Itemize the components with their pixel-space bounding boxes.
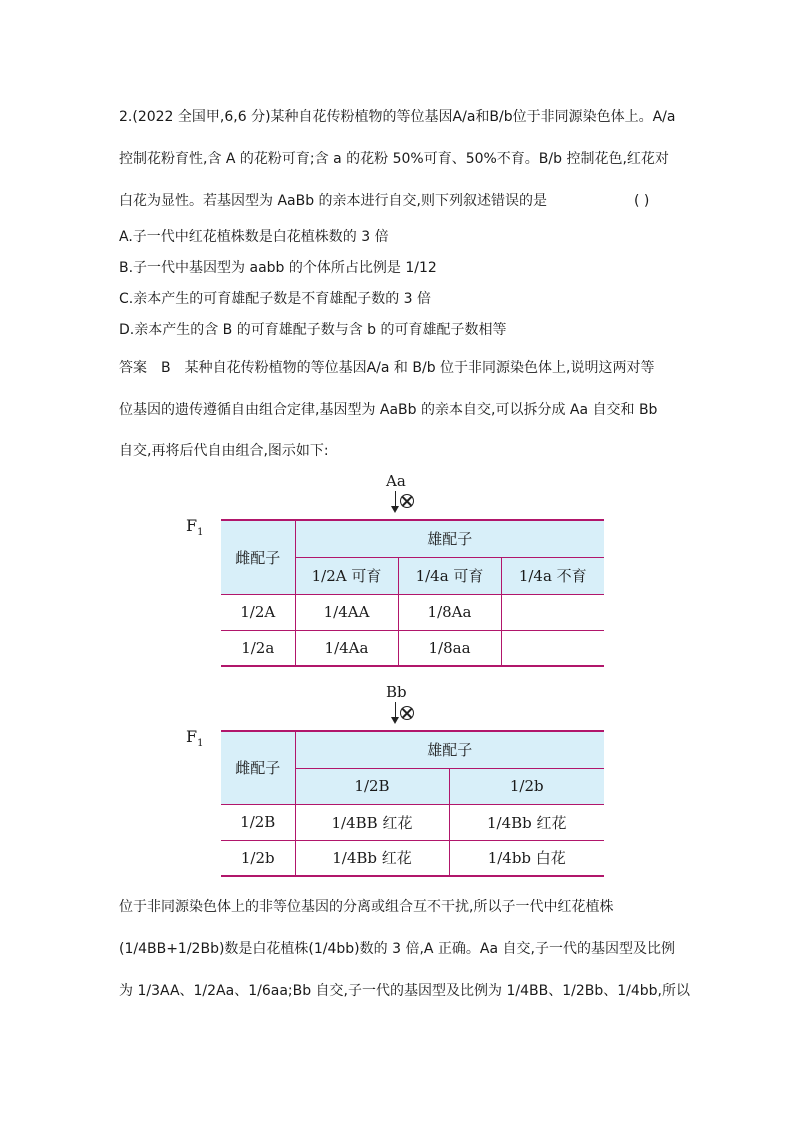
- f1-label: $F_1$: [186, 727, 204, 750]
- explanation-line-3: 为 1/3AA、1/2Aa、1/6aa;Bb 自交,子一代的基因型及比例为 1/4BB、1/2Bb、1/4bb,所以: [119, 983, 690, 999]
- arrowhead-icon: [391, 717, 399, 724]
- table-cell: 1/4AA: [295, 594, 398, 630]
- table-cell: 1/4Aa: [295, 630, 398, 666]
- female-gamete-header: 雌配子: [221, 520, 295, 594]
- gamete-table-aa: [221, 519, 604, 667]
- cross-arrow: [395, 491, 396, 507]
- cross-arrow: [395, 702, 396, 718]
- female-row-header: 1/2b: [221, 840, 295, 876]
- answer-line-1: 答案 B 某种自花传粉植物的等位基因A/a 和 B/b 位于非同源染色体上,说明这两对等: [119, 360, 655, 376]
- arrowhead-icon: [391, 506, 399, 513]
- cross-label-bb: Bb: [386, 683, 407, 701]
- option-b: B.子一代中基因型为 aabb 的个体所占比例是 1/12: [119, 260, 437, 276]
- male-gamete-header: 雄配子: [295, 520, 604, 557]
- male-col-header: 1/2b: [449, 768, 604, 804]
- f1-label: $F_1$: [186, 516, 204, 539]
- female-row-header: 1/2B: [221, 804, 295, 840]
- option-c: C.亲本产生的可育雄配子数是不育雄配子数的 3 倍: [119, 291, 432, 307]
- female-row-header: 1/2A: [221, 594, 295, 630]
- table-cell: 1/4Bb 红花: [449, 804, 604, 840]
- option-a: A.子一代中红花植株数是白花植株数的 3 倍: [119, 229, 389, 245]
- male-col-header: 1/2A 可育: [295, 557, 398, 594]
- explanation-line-1: 位于非同源染色体上的非等位基因的分离或组合互不干扰,所以子一代中红花植株: [119, 899, 614, 915]
- table-cell: 1/4Bb 红花: [295, 840, 449, 876]
- table-cell: 1/8Aa: [398, 594, 501, 630]
- male-col-header: 1/2B: [295, 768, 449, 804]
- male-gamete-header: 雄配子: [295, 731, 604, 768]
- explanation-line-2: (1/4BB+1/2Bb)数是白花植株(1/4bb)数的 3 倍,A 正确。Aa 自交,子一代的基因型及比例: [119, 941, 675, 957]
- self-cross-icon: [400, 494, 414, 508]
- answer-line-3: 自交,再将后代自由组合,图示如下:: [119, 443, 329, 459]
- question-line-1: 2.(2022 全国甲,6,6 分)某种自花传粉植物的等位基因A/a和B/b位于非同源染色体上。A/a: [119, 109, 676, 125]
- table-cell: [501, 594, 604, 630]
- cross-label-aa: Aa: [386, 472, 406, 490]
- table-cell: 1/4BB 红花: [295, 804, 449, 840]
- question-line-2: 控制花粉育性,含 A 的花粉可育;含 a 的花粉 50%可育、50%不育。B/b 控制花色,红花对: [119, 151, 669, 167]
- table-cell: 1/8aa: [398, 630, 501, 666]
- table-cell: [501, 630, 604, 666]
- male-col-header: 1/4a 不育: [501, 557, 604, 594]
- gamete-table-bb: [221, 730, 604, 877]
- table-cell: 1/4bb 白花: [449, 840, 604, 876]
- question-line-3: 白花为显性。若基因型为 AaBb 的亲本进行自交,则下列叙述错误的是: [119, 193, 547, 209]
- answer-line-2: 位基因的遗传遵循自由组合定律,基因型为 AaBb 的亲本自交,可以拆分成 Aa 自交和 Bb: [119, 402, 658, 418]
- option-d: D.亲本产生的含 B 的可育雄配子数与含 b 的可育雄配子数相等: [119, 322, 507, 338]
- male-col-header: 1/4a 可育: [398, 557, 501, 594]
- self-cross-icon: [400, 706, 414, 720]
- female-row-header: 1/2a: [221, 630, 295, 666]
- answer-bracket: ( ): [634, 193, 650, 209]
- female-gamete-header: 雌配子: [221, 731, 295, 804]
